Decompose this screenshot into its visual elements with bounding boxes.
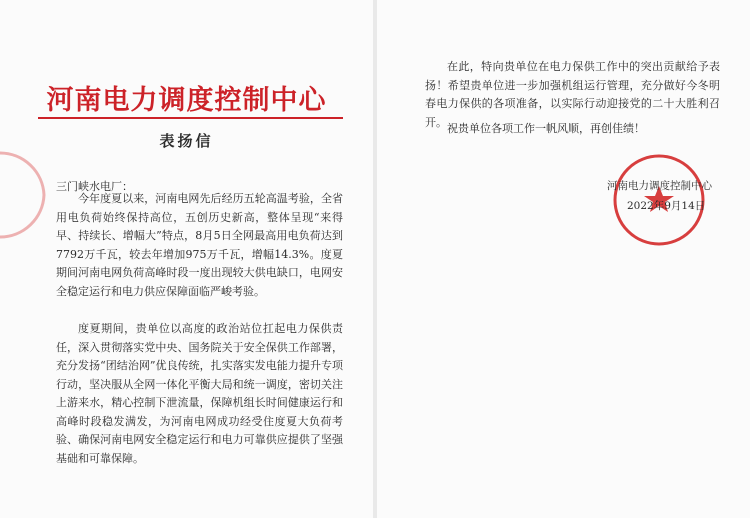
closing-paragraph: 祝贵单位各项工作一帆风顺，再创佳绩！ bbox=[447, 122, 645, 135]
letter-page-right bbox=[377, 0, 750, 518]
partial-seal-stamp bbox=[0, 145, 60, 245]
letter-page-left bbox=[0, 0, 373, 518]
body-paragraph-1: 今年度夏以来，河南电网先后经历五轮高温考验，全省用电负荷始终保持高位，五创历史新高，整体呈现“来得早、持续长、增幅大”特点，8月5日全网最高用电负荷达到7792万千瓦，较去年增加975万千瓦，增幅14.3%。度夏期间河南电网负荷高峰时段一度出现较大供电缺口，电网安全稳定运行和电力供应保障面临严峻考验。 bbox=[56, 192, 343, 298]
body-paragraph-2: 度夏期间，贵单位以高度的政治站位扛起电力保供责任，深入贯彻落实党中央、国务院关于安全保供工作部署，充分发扬“团结治网”优良传统，扎实落实发电能力提升专项行动，坚决服从全网一体化平衡大局和统一调度，密切关注上游来水，精心控制下泄流量，保障机组长时间健康运行和高峰时段稳发满发，为河南电网成功经受住度夏大负荷考验、确保河南电网安全稳定运行和电力可靠供应提供了坚强基础和可靠保障。 bbox=[56, 322, 343, 465]
signature-date: 2022年9月14日 bbox=[627, 200, 706, 212]
salutation: 三门峡水电厂： bbox=[56, 180, 133, 193]
org-letterhead-title: 河南电力调度控制中心 bbox=[46, 85, 327, 116]
signature-organization: 河南电力调度控制中心 bbox=[607, 180, 712, 192]
body-paragraph-3: 在此，特向贵单位在电力保供工作中的突出贡献给予表扬！希望贵单位进一步加强机组运行管理，充分做好今冬明春电力保供的各项准备，以实际行动迎接党的二十大胜利召开。 bbox=[425, 60, 720, 129]
document-title: 表扬信 bbox=[159, 132, 214, 150]
letterhead-red-rule bbox=[38, 117, 343, 119]
